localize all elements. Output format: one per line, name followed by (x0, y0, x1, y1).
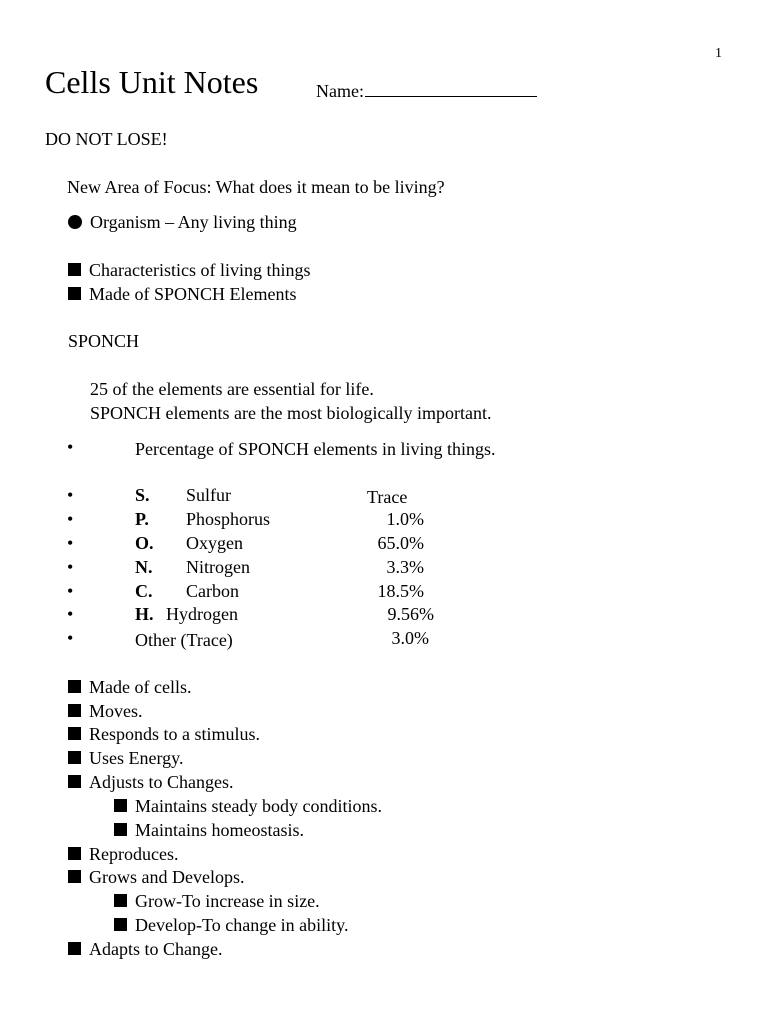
square-bullet-icon (114, 799, 127, 812)
list-item-text: Adjusts to Changes. (89, 772, 234, 792)
list-item-text: Adapts to Change. (89, 939, 223, 959)
square-bullet-icon (114, 823, 127, 836)
element-symbol: H. (135, 604, 154, 624)
element-percent: 18.5% (377, 581, 424, 601)
bullet-icon: • (67, 485, 74, 505)
sub-list-item-text: Maintains steady body conditions. (135, 796, 382, 816)
sub-list-item-text: Develop-To change in ability. (135, 915, 349, 935)
element-row-hydrogen (0, 604, 768, 628)
name-label: Name: (316, 81, 364, 101)
element-percent: 1.0% (386, 509, 424, 529)
list-item (68, 722, 260, 746)
sponch-heading: SPONCH (68, 331, 140, 351)
bullet-icon: • (67, 557, 74, 577)
element-name: Oxygen (186, 533, 243, 553)
list-item-text: Reproduces. (89, 844, 179, 864)
focus-question: New Area of Focus: What does it mean to be living? (67, 177, 445, 197)
circle-bullet-icon (68, 215, 82, 229)
square-bullet-icon (68, 870, 81, 883)
warning-text: DO NOT LOSE! (45, 129, 168, 149)
list-item (68, 699, 143, 723)
element-name: Phosphorus (186, 509, 271, 529)
element-symbol: S. (135, 485, 150, 505)
list-item-text: Grows and Develops. (89, 867, 245, 887)
percentage-heading-row (0, 437, 768, 461)
square-bullet-icon (68, 680, 81, 693)
list-item-text: Uses Energy. (89, 748, 184, 768)
name-field (316, 78, 537, 102)
list-item (68, 746, 183, 770)
element-percent: 65.0% (377, 533, 424, 553)
element-name: Sulfur (186, 485, 231, 505)
organism-definition-text: Organism – Any living thing (90, 212, 297, 232)
page-number: 1 (715, 46, 722, 61)
bullet-icon: • (67, 509, 74, 529)
organism-definition (68, 210, 297, 234)
square-bullet-icon (68, 263, 81, 276)
important-note: SPONCH elements are the most biologically important. (90, 403, 492, 423)
sub-list-item-text: Maintains homeostasis. (135, 820, 304, 840)
characteristics-heading-text: Characteristics of living things (89, 260, 311, 280)
list-item-text: Made of cells. (89, 677, 192, 697)
list-item (68, 675, 191, 699)
list-item (68, 770, 234, 794)
sponch-made-of-text: Made of SPONCH Elements (89, 284, 297, 304)
square-bullet-icon (68, 287, 81, 300)
square-bullet-icon (68, 727, 81, 740)
element-row-phosphorus (0, 509, 768, 533)
list-item (68, 937, 222, 961)
element-row-other (0, 628, 768, 652)
element-symbol: P. (135, 509, 149, 529)
page-title: Cells Unit Notes (45, 64, 259, 100)
element-row-oxygen (0, 533, 768, 557)
sub-list-item (114, 818, 304, 842)
element-symbol: C. (135, 581, 153, 601)
element-percent: 3.3% (386, 557, 424, 577)
element-symbol: N. (135, 557, 153, 577)
bullet-icon: • (67, 581, 74, 601)
sponch-made-of (68, 282, 296, 306)
element-percent: 9.56% (387, 604, 434, 624)
element-percent: Trace (367, 487, 408, 507)
element-percent: 3.0% (391, 628, 429, 648)
element-symbol: O. (135, 533, 154, 553)
element-row-nitrogen (0, 557, 768, 581)
essential-note: 25 of the elements are essential for life. (90, 379, 374, 399)
element-name: Carbon (186, 581, 239, 601)
sub-list-item (114, 889, 320, 913)
percentage-heading: Percentage of SPONCH elements in living things. (135, 439, 496, 459)
sub-list-item (114, 794, 382, 818)
square-bullet-icon (114, 918, 127, 931)
bullet-icon: • (67, 604, 74, 624)
square-bullet-icon (114, 894, 127, 907)
list-item-text: Responds to a stimulus. (89, 724, 261, 744)
bullet-icon: • (67, 628, 74, 648)
element-name: Other (Trace) (135, 630, 233, 650)
square-bullet-icon (68, 751, 81, 764)
element-row-carbon (0, 581, 768, 605)
element-row-sulfur (0, 485, 768, 509)
square-bullet-icon (68, 704, 81, 717)
list-item (68, 865, 244, 889)
sub-list-item (114, 913, 349, 937)
square-bullet-icon (68, 847, 81, 860)
square-bullet-icon (68, 775, 81, 788)
bullet-icon: • (67, 533, 74, 553)
list-item (68, 842, 178, 866)
element-name: Hydrogen (166, 604, 238, 624)
square-bullet-icon (68, 942, 81, 955)
list-item-text: Moves. (89, 701, 143, 721)
bullet-icon: • (67, 437, 74, 457)
characteristics-heading (68, 258, 310, 282)
name-blank-line (365, 78, 537, 97)
element-name: Nitrogen (186, 557, 250, 577)
sub-list-item-text: Grow-To increase in size. (135, 891, 320, 911)
